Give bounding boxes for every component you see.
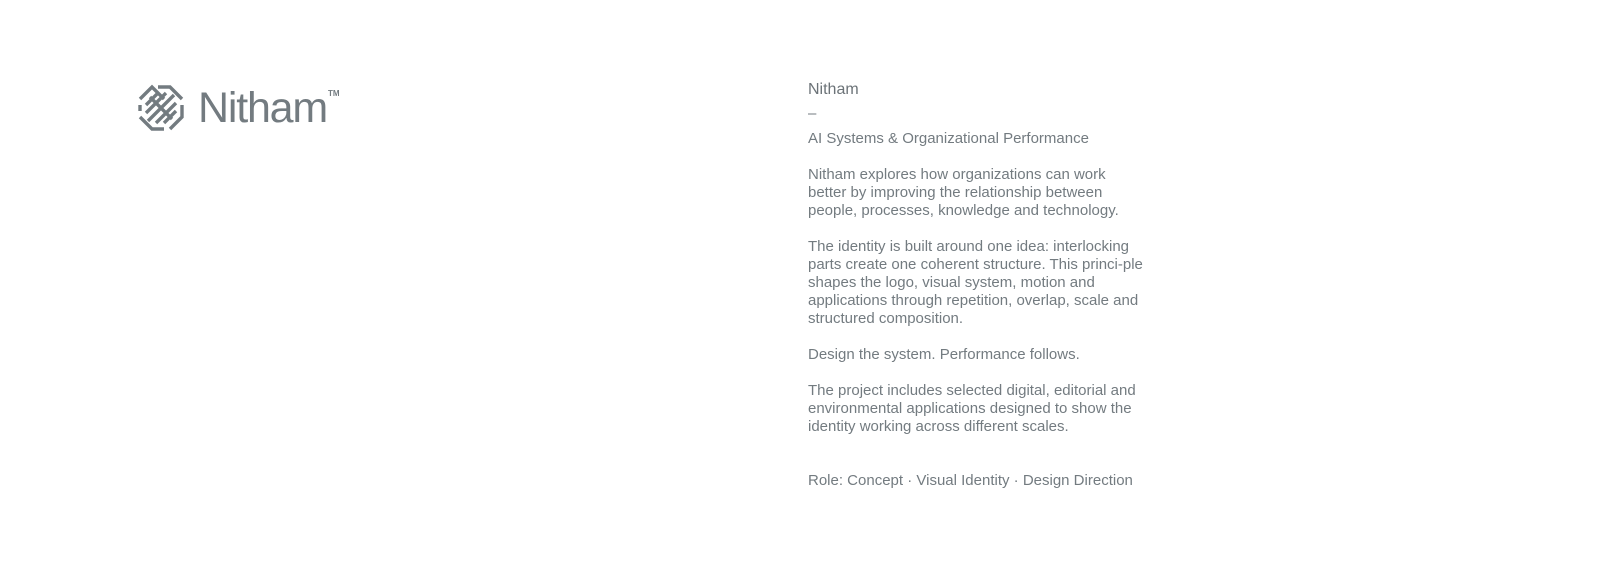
applications-paragraph: The project includes selected digital, editorial and environmental applications designed to show the identity working across different scales. bbox=[808, 382, 1136, 435]
project-description bbox=[808, 81, 1148, 490]
wordmark-group bbox=[198, 83, 340, 132]
identity-paragraph: The identity is built around one idea: interlocking parts create one coherent structure. This princi-ple shapes the logo, visual system, motion and applications through repetition, overlap, scale and structured composition. bbox=[808, 238, 1143, 327]
tagline-paragraph: Design the system. Performance follows. bbox=[808, 346, 1080, 363]
interlocking-knot-icon bbox=[136, 83, 186, 133]
project-subtitle: AI Systems & Organizational Performance bbox=[808, 130, 1089, 147]
brand-logo bbox=[136, 83, 340, 133]
brand-wordmark: Nitham bbox=[198, 83, 328, 132]
role-line: Role: Concept · Visual Identity · Design Direction bbox=[808, 472, 1133, 489]
project-title: Nitham bbox=[808, 81, 859, 98]
intro-paragraph: Nitham explores how organizations can work better by improving the relationship between people, processes, knowledge and technology. bbox=[808, 166, 1119, 219]
title-dash: – bbox=[808, 105, 817, 122]
trademark-symbol: TM bbox=[328, 88, 340, 98]
